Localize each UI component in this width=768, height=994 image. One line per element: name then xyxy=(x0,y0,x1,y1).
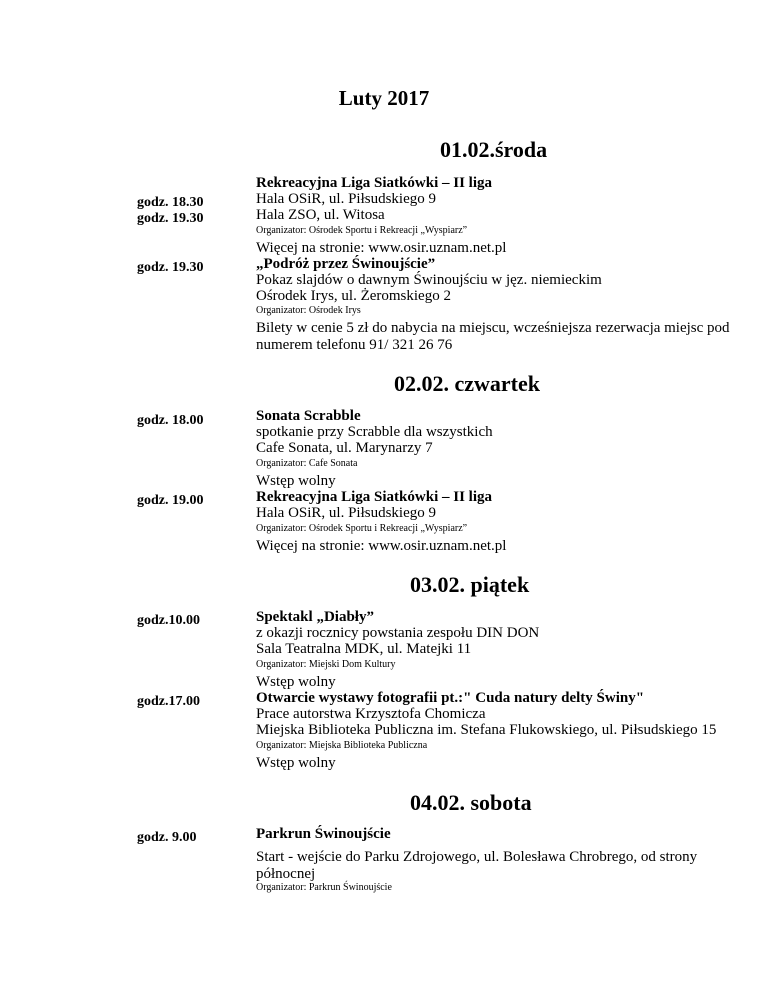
day-header: 02.02. czwartek xyxy=(394,371,541,396)
event-description: spotkanie przy Scrabble dla wszystkich xyxy=(256,424,493,440)
page-title: Luty 2017 xyxy=(338,86,430,110)
day-header: 03.02. piątek xyxy=(410,572,530,597)
event-title: Rekreacyjna Liga Siatkówki – II liga xyxy=(256,489,492,505)
event-time: godz. 19.00 xyxy=(137,493,204,508)
event-note: Wstęp wolny xyxy=(256,674,336,690)
event-time: godz. 9.00 xyxy=(137,830,197,845)
event-organizer: Organizator: Miejski Dom Kultury xyxy=(256,659,396,670)
event-organizer: Organizator: Ośrodek Sportu i Rekreacji „Wyspiarz” xyxy=(256,523,468,534)
event-organizer: Organizator: Ośrodek Irys xyxy=(256,305,361,316)
event-note: Więcej na stronie: www.osir.uznam.net.pl xyxy=(256,538,507,554)
event-time: godz.17.00 xyxy=(137,694,200,709)
event-venue: Hala OSiR, ul. Piłsudskiego 9 xyxy=(256,505,437,521)
event-title: Sonata Scrabble xyxy=(256,408,361,424)
event-time: godz. 18.30 xyxy=(137,195,204,210)
event-organizer: Organizator: Cafe Sonata xyxy=(256,458,358,469)
event-venue: Cafe Sonata, ul. Marynarzy 7 xyxy=(256,440,433,456)
event-venue: Ośrodek Irys, ul. Żeromskiego 2 xyxy=(256,288,451,304)
event-description: Prace autorstwa Krzysztofa Chomicza xyxy=(256,706,486,722)
event-venue: Sala Teatralna MDK, ul. Matejki 11 xyxy=(256,641,472,657)
event-title: Otwarcie wystawy fotografii pt.:" Cuda natury delty Świny" xyxy=(256,690,645,706)
event-note: Start - wejście do Parku Zdrojowego, ul. Bolesława Chrobrego, od strony północnej xyxy=(256,849,698,882)
day-header: 04.02. sobota xyxy=(410,790,532,815)
event-note: Wstęp wolny xyxy=(256,473,336,489)
event-time: godz.10.00 xyxy=(137,613,200,628)
event-title: Rekreacyjna Liga Siatkówki – II liga xyxy=(256,175,492,191)
day-header: 01.02.środa xyxy=(440,137,548,162)
event-organizer: Organizator: Parkrun Świnoujście xyxy=(256,882,392,893)
event-title: Spektakl „Diabły” xyxy=(256,609,374,625)
event-time: godz. 19.30 xyxy=(137,211,204,226)
event-note: Bilety w cenie 5 zł do nabycia na miejscu, wcześniejsza rezerwacja miejsc pod numerem telefonu 91/ 321 26 76 xyxy=(256,320,730,353)
event-title: „Podróż przez Świnoujście” xyxy=(256,256,436,272)
event-time: godz. 19.30 xyxy=(137,260,204,275)
event-venue: Miejska Biblioteka Publiczna im. Stefana Flukowskiego, ul. Piłsudskiego 15 xyxy=(256,722,717,738)
event-venue: Hala OSiR, ul. Piłsudskiego 9 xyxy=(256,191,437,207)
event-title: Parkrun Świnoujście xyxy=(256,826,391,842)
event-note: Wstęp wolny xyxy=(256,755,336,771)
event-venue: Hala ZSO, ul. Witosa xyxy=(256,207,385,223)
event-description: z okazji rocznicy powstania zespołu DIN DON xyxy=(256,625,540,641)
event-organizer: Organizator: Ośrodek Sportu i Rekreacji „Wyspiarz” xyxy=(256,225,468,236)
event-organizer: Organizator: Miejska Biblioteka Publiczna xyxy=(256,740,428,751)
event-time: godz. 18.00 xyxy=(137,413,204,428)
event-note: Więcej na stronie: www.osir.uznam.net.pl xyxy=(256,240,507,256)
event-description: Pokaz slajdów o dawnym Świnoujściu w jęz. niemieckim xyxy=(256,272,602,288)
